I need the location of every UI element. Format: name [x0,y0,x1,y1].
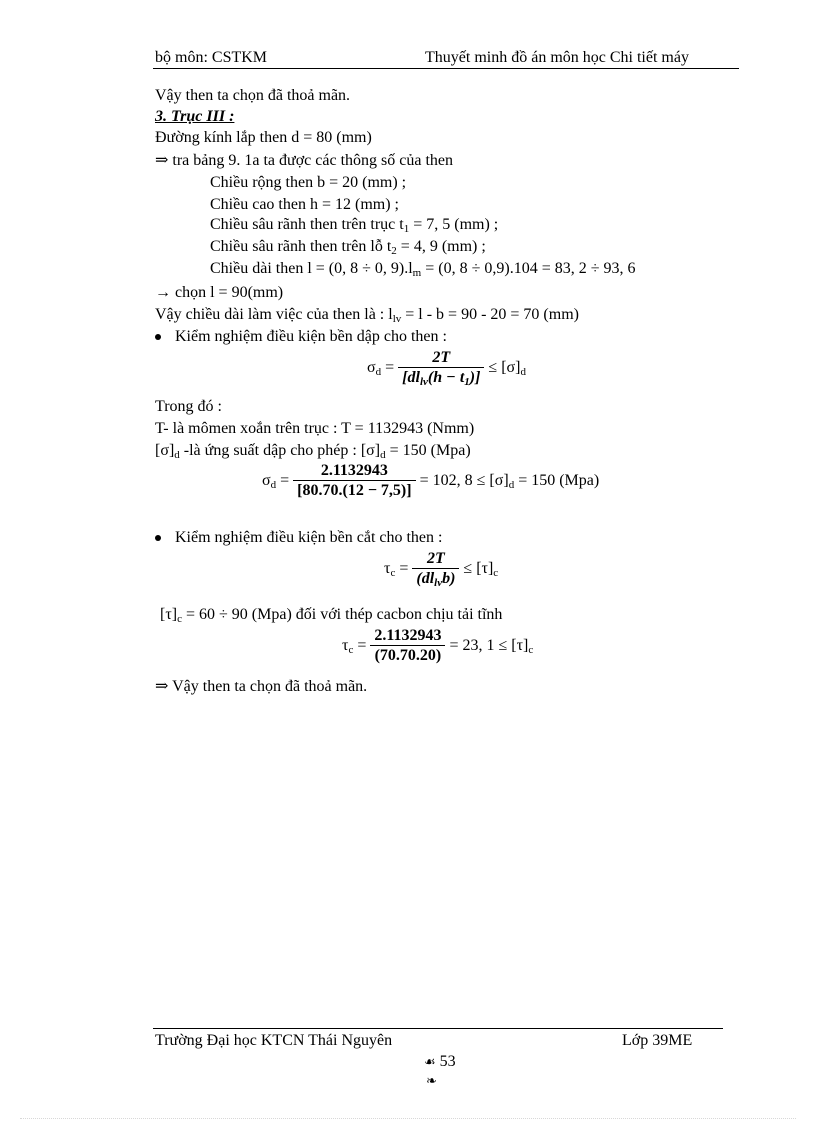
footer-rule [153,1028,723,1029]
bullet-icon [155,334,161,340]
fraction: $\frac{2T}{[dl_{lv}(h - t_1)]}$ [398,349,484,388]
footer-right: Lớp 39ME [622,1032,693,1049]
line-allowable-stress: $[\sigma]_d$ -là ứng suất dập cho phép : $[\sigma]_d = 150$ (Mpa) [155,442,471,461]
page-edge [20,1118,796,1119]
line-where: Trong đó : [155,398,222,415]
line-diameter: Đường kính lắp then d = 80 (mm) [155,129,372,146]
line-choose-length: → chọn l = 90(mm) [155,284,284,301]
line-lookup: ⇒ tra bảng 9. 1a ta được các thông số của then [155,152,453,169]
formula-shear-computed: $\tau_c$ = $\frac{2.1132943}{(70.70.20)}$ = 23, $1 \le [\tau]_c$ [342,627,534,664]
check-crush-heading: Kiểm nghiệm điều kiện bền dập cho then : [155,327,447,347]
formula-crush-general: $\sigma_d$ = $\frac{2T}{[dl_{lv}(h - t_1)]}$ ≤ $[\sigma]_d$ [367,349,526,388]
footer-left: Trường Đại học KTCN Thái Nguyên [155,1032,393,1049]
param-shaft-depth: Chiều sâu rãnh then trên trục $t_1 = 7$, 5 (mm) ; [210,216,499,235]
header-right: Thuyết minh đồ án môn học Chi tiết máy [425,49,689,66]
formula-crush-computed: $\sigma_d$ = $\frac{2.1132943}{[80.70.(12 - 7,5)]}$ = 102, $8 \le [\sigma]_d = 150$ (Mpa) [262,462,600,499]
implies-arrow: ⇒ [155,678,169,695]
line-working-length: Vậy chiều dài làm việc của then là : $l_{lv} = l - b = 90 - 20 = 70$ (mm) [155,306,579,325]
fraction: $\frac{2.1132943}{(70.70.20)}$ [370,627,445,666]
param-height: Chiều cao then h = 12 (mm) ; [210,196,399,213]
line-final-conclusion: ⇒ Vậy then ta chọn đã thoả mãn. [155,678,368,695]
fraction: $\frac{2T}{(dl_{lv}b)}$ [412,550,459,589]
param-length: Chiều dài then l = (0, 8 ÷ 0, $9).l_m = (0$, 8 ÷ 0,9).104 = 83, 2 ÷ 93, 6 [210,260,636,279]
fraction: $\frac{2.1132943}{[80.70.(12 - 7,5)]}$ [293,462,415,501]
check-shear-heading: Kiểm nghiệm điều kiện bền cắt cho then : [155,528,442,548]
header-left: bộ môn: CSTKM [155,49,268,66]
param-width: Chiều rộng then b = 20 (mm) ; [210,174,407,191]
line-shear-allowable: $[\tau]_c = 60 \div 90$ (Mpa) đối với thép cacbon chịu tải tĩnh [160,606,503,625]
param-hole-depth: Chiều sâu rãnh then trên lỗ $t_2 = 4$, 9 (mm) ; [210,238,486,257]
header-rule [153,68,739,69]
ornament-icon: ☙ [424,1054,436,1069]
section-title: 3. Trục III : [155,108,235,125]
implies-arrow: ⇒ [155,152,169,169]
formula-shear-general: $\tau_c$ = $\frac{2T}{(dl_{lv}b)}$ ≤ $[\tau]_c$ [384,550,499,589]
page-number: ☙ 53 [424,1053,456,1070]
line-torque: T- là mômen xoắn trên trục : T = 1132943 (Nmm) [155,420,475,437]
ornament-bottom-icon: ❧ [426,1073,437,1088]
bullet-icon [155,535,161,541]
line-conclusion-prev: Vậy then ta chọn đã thoả mãn. [155,87,351,104]
